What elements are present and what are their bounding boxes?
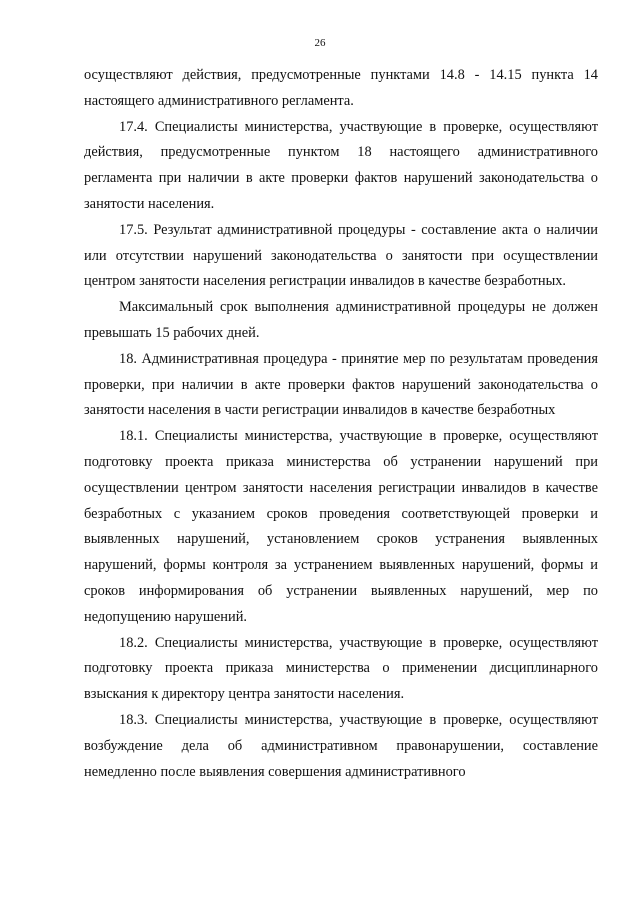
paragraph-18-3: 18.3. Специалисты министерства, участвующие в проверке, осуществляют возбуждение дела об административном правонарушении, составление немедленно после выявления совершения административного <box>84 711 598 780</box>
paragraph-17-4: 17.4. Специалисты министерства, участвующие в проверке, осуществляют действия, предусмотренные пунктом 18 настоящего административного регламента при наличии в акте проверки фактов нарушений законодательства о занятости населения. <box>84 118 598 212</box>
document-body <box>84 63 598 785</box>
paragraph-17-5: 17.5. Результат административной процедуры - составление акта о наличии или отсутствии нарушений законодательства о занятости при осуществлении центром занятости населения регистрации инвалидов в качестве безработных. <box>84 221 598 290</box>
paragraph-continuation: осуществляют действия, предусмотренные пунктами 14.8 - 14.15 пункта 14 настоящего административного регламента. <box>84 67 598 109</box>
paragraph-18-2: 18.2. Специалисты министерства, участвующие в проверке, осуществляют подготовку проекта приказа министерства о применении дисциплинарного взыскания к директору центра занятости населения. <box>84 634 598 703</box>
paragraph-18: 18. Административная процедура - принятие мер по результатам проведения проверки, при наличии в акте проверки фактов нарушений законодательства о занятости населения в части регистрации инвалидов в качестве безработных <box>84 350 598 419</box>
paragraph-18-1: 18.1. Специалисты министерства, участвующие в проверке, осуществляют подготовку проекта приказа министерства об устранении нарушений при осуществлении центром занятости населения регистрации инвалидов в качестве безработных с указанием сроков проведения соответствующей проверки и выявленных нарушений, установлением сроков устранения выявленных нарушений, формы контроля за устранением выявленных нарушений, формы и сроков информирования об устранении выявленных нарушений, мер по недопущению нарушений. <box>84 428 598 625</box>
page-number: 26 <box>314 37 326 49</box>
paragraph-max-term: Максимальный срок выполнения административной процедуры не должен превышать 15 рабочих дней. <box>84 299 598 341</box>
